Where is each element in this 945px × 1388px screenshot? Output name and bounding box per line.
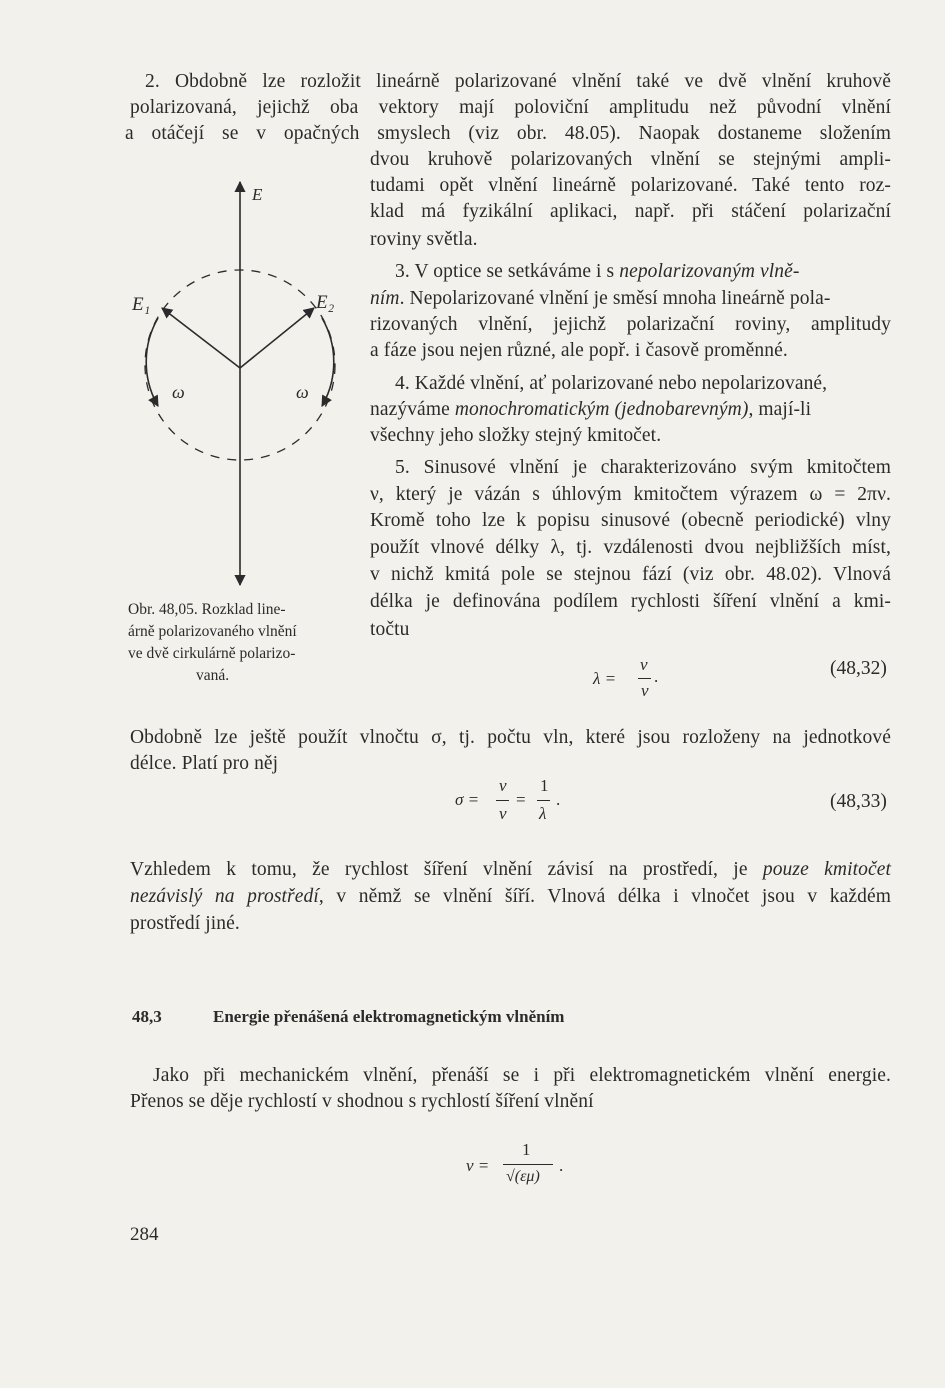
eq-numerator: 1 bbox=[522, 1140, 531, 1159]
text-line: klad má fyzikální aplikaci, např. při stáčení polarizační bbox=[370, 201, 891, 222]
text-line: a otáčejí se v opačných smyslech (viz obr. 48.05). Naopak dostaneme složením bbox=[125, 123, 891, 144]
text-run: Vzhledem k tomu, že rychlost šíření vlnění závisí na prostředí, je bbox=[130, 859, 763, 880]
section-title: Energie přenášená elektromagnetickým vlněním bbox=[213, 1007, 565, 1026]
e1-vector bbox=[162, 308, 240, 368]
text-line: Obdobně lze ještě použít vlnočtu σ, tj. počtu vln, které jsou rozloženy na jednotkové bbox=[130, 727, 891, 748]
text-line: Jako při mechanickém vlnění, přenáší se i při elektromagnetickém vlnění energie. bbox=[153, 1065, 891, 1086]
text-line bbox=[130, 885, 891, 909]
eq-lhs: σ = bbox=[455, 790, 480, 809]
rotation-arc-right bbox=[322, 318, 334, 406]
text-line: dvou kruhově polarizovaných vlnění se stejnými ampli- bbox=[370, 149, 891, 170]
eq-numerator: 1 bbox=[540, 776, 549, 795]
emphasis-term: ním bbox=[370, 288, 400, 309]
text-line: použít vlnové délky λ, tj. vzdálenosti dvou nejbližších míst, bbox=[370, 537, 891, 558]
eq-lhs: λ = bbox=[593, 669, 617, 688]
text-line: roviny světla. bbox=[370, 229, 478, 250]
caption-line: ve dvě cirkulárně polarizo- bbox=[128, 645, 296, 662]
text-run: , mají-li bbox=[748, 399, 812, 420]
text-run: nazýváme bbox=[370, 399, 455, 420]
eq-denominator: v bbox=[499, 804, 507, 823]
eq-dot: . bbox=[556, 790, 561, 809]
eq-dot: . bbox=[654, 667, 659, 686]
equation-number: (48,33) bbox=[830, 791, 887, 812]
text-line: prostředí jiné. bbox=[130, 913, 240, 934]
text-line: točtu bbox=[370, 619, 410, 640]
text-line: 4. Každé vlnění, ať polarizované nebo nepolarizované, bbox=[395, 373, 828, 394]
text-line: rizovaných vlnění, jejichž polarizační roviny, amplitudy bbox=[370, 314, 891, 335]
text-line: délka je definována podílem rychlosti šíření vlnění a kmi- bbox=[370, 591, 891, 612]
label-e1: E₁ bbox=[132, 294, 151, 315]
text-line: všechny jeho složky stejný kmitočet. bbox=[370, 425, 662, 446]
fraction-bar bbox=[503, 1164, 553, 1165]
text-run: . Nepolarizované vlnění je směsí mnoha lineárně pola- bbox=[399, 288, 831, 309]
text-line: Přenos se děje rychlostí v shodnou s rychlostí šíření vlnění bbox=[130, 1091, 594, 1112]
rotation-arc-left bbox=[146, 318, 158, 406]
emphasis-term: pouze kmitočet bbox=[762, 859, 891, 880]
label-e2: E₂ bbox=[316, 292, 335, 313]
fraction-bar bbox=[496, 800, 509, 801]
eq-denominator: ν bbox=[641, 681, 649, 700]
text-line bbox=[370, 287, 830, 311]
text-line: polarizovaná, jejichž oba vektory mají poloviční amplitudu než původní vlnění bbox=[130, 97, 891, 118]
eq-lhs: v = bbox=[466, 1156, 490, 1175]
emphasis-term: nepolarizovaným vlně- bbox=[619, 261, 800, 282]
text-line bbox=[395, 260, 891, 284]
text-line: délce. Platí pro něj bbox=[130, 753, 279, 774]
label-e: E bbox=[252, 185, 263, 204]
e2-vector bbox=[240, 308, 314, 368]
eq-dot: . bbox=[559, 1156, 564, 1175]
fraction-bar bbox=[537, 800, 550, 801]
label-omega-left: ω bbox=[172, 382, 185, 402]
text-line: 2. Obdobně lze rozložit lineárně polarizované vlnění také ve dvě vlnění kruhově bbox=[145, 71, 891, 92]
eq-numerator: ν bbox=[499, 776, 507, 795]
caption-line: Obr. 48,05. Rozklad line- bbox=[128, 601, 286, 618]
text-line: 5. Sinusové vlnění je charakterizováno svým kmitočtem bbox=[395, 457, 891, 478]
section-number: 48,3 bbox=[132, 1007, 162, 1026]
eq-denominator: √(εμ) bbox=[506, 1168, 540, 1185]
eq-equals: = bbox=[516, 790, 526, 809]
text-run: 3. V optice se setkáváme i s bbox=[395, 261, 620, 282]
caption-line: vaná. bbox=[196, 667, 230, 684]
text-run: , v němž se vlnění šíří. Vlnová délka i vlnočet jsou v každém bbox=[318, 886, 891, 907]
page-number: 284 bbox=[130, 1224, 159, 1245]
text-line: a fáze jsou nejen různé, ale popř. i časově proměnné. bbox=[370, 340, 788, 361]
fraction-bar bbox=[638, 678, 651, 679]
emphasis-term: nezávislý na prostředí bbox=[130, 886, 319, 907]
text-line: Kromě toho lze k popisu sinusové (obecně periodické) vlny bbox=[370, 510, 891, 531]
equation-number: (48,32) bbox=[830, 658, 887, 679]
emphasis-term: monochromatickým (jednobarevným) bbox=[454, 399, 749, 420]
eq-denominator: λ bbox=[539, 804, 547, 823]
text-line bbox=[130, 858, 891, 882]
polarization-figure bbox=[110, 160, 360, 600]
text-line: tudami opět vlnění lineárně polarizované. Také tento roz- bbox=[370, 175, 891, 196]
caption-line: árně polarizovaného vlnění bbox=[128, 623, 297, 640]
label-omega-right: ω bbox=[296, 382, 309, 402]
text-line: ν, který je vázán s úhlovým kmitočtem výrazem ω = 2πν. bbox=[370, 484, 891, 505]
text-line bbox=[370, 398, 811, 422]
text-line: v nichž kmitá pole se stejnou fází (viz obr. 48.02). Vlnová bbox=[370, 564, 891, 585]
eq-numerator: v bbox=[640, 655, 648, 674]
